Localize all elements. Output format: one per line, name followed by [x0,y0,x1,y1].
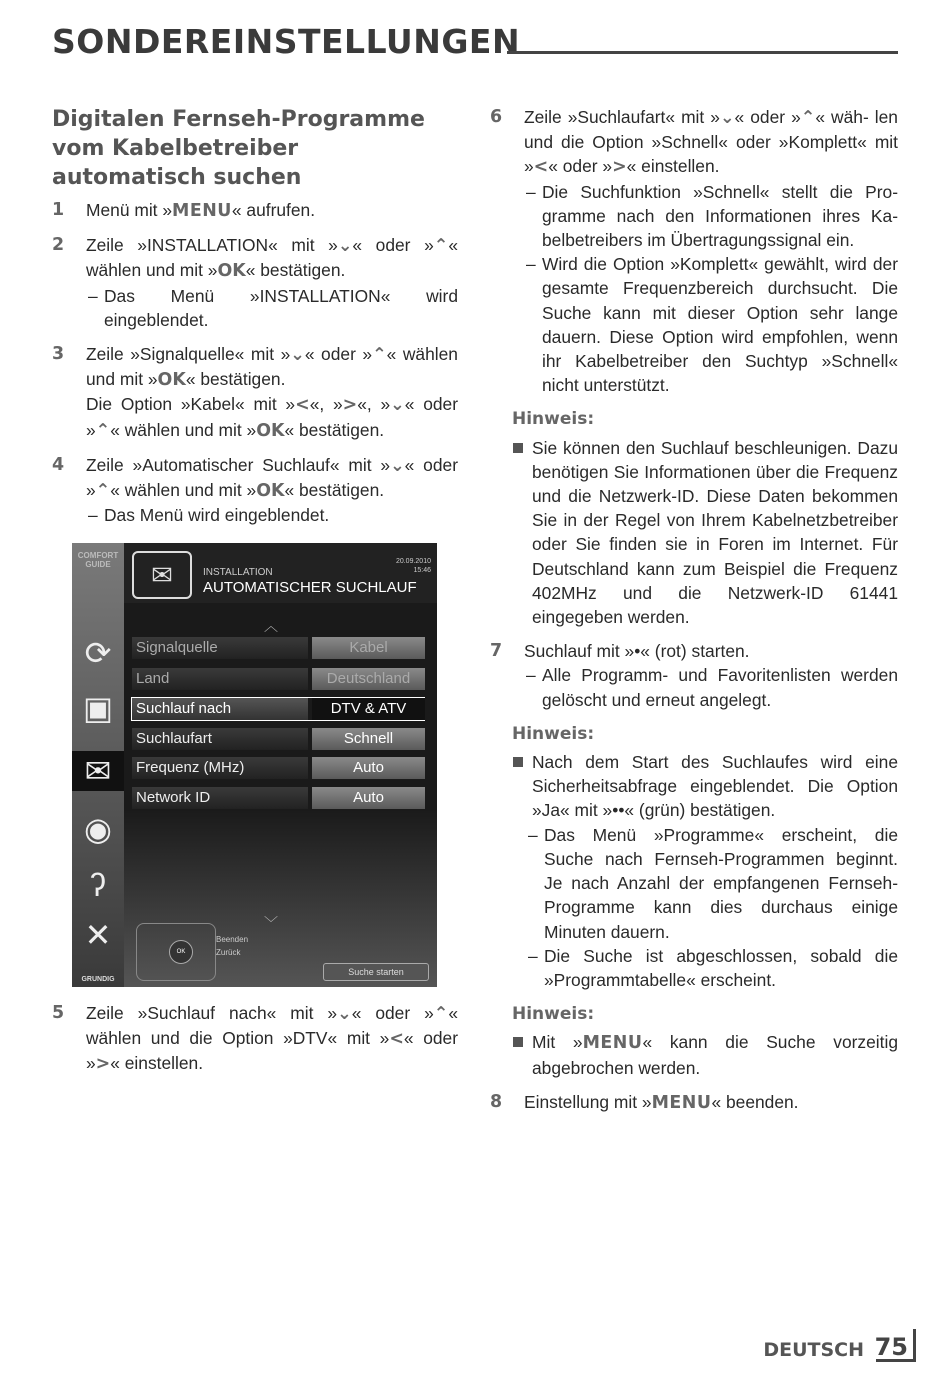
step-number: 8 [490,1091,503,1112]
right-key: > [612,157,627,178]
green-key: •• [612,800,625,821]
page-title: SONDEREINSTELLUNGEN [52,22,521,61]
note-bullet [490,1030,898,1079]
left-key: < [533,157,549,178]
bullet-square-icon [513,757,523,767]
sub-text: Wird die Option »Komplett« gewählt, wird der gesamte Frequenzbereich durchsucht. Die Suche kann mit dieser Option sehr lange dauern. Diese Option wird empfohlen, wenn ihr Kabelbetreiber den Suchtyp »Schnell« nicht unterstützt. [542,254,898,396]
step-text: Zeile »Signalquelle« mit » [86,344,291,365]
tv-menu-screenshot [72,543,437,987]
up-key: ⌃ [433,236,449,257]
installation-icon: ✉ [72,751,124,791]
device-icon: ▣ [82,690,114,726]
exit-hint: Beenden [216,935,249,944]
up-key: ⌃ [800,108,816,128]
dash: – [88,505,98,526]
menu-key: MENU [651,1092,712,1113]
step-text: Zeile »Suchlauf nach« mit » [86,1003,338,1023]
step-text: « bestätigen. [185,369,286,390]
bullet-square-icon [513,443,523,453]
step-text: « wählen und mit » [86,235,458,281]
note-text: Mit » [532,1032,583,1053]
page-header [52,22,898,62]
tools-icon: ✕ [84,917,112,953]
red-key: • [634,641,641,662]
step-text: « bestätigen. [245,260,346,281]
row-label: Signalquelle [132,637,308,659]
row-label: Land [132,668,308,690]
ok-key: OK [256,481,285,502]
step-text: « bestätigen. [284,419,385,440]
step-text: Die Option »Kabel« mit » [86,394,296,415]
ok-key: OK [256,420,285,441]
step-number: 5 [52,1003,65,1023]
menu-path: INSTALLATION [203,567,273,578]
row-label: Suchlauf nach [132,698,308,720]
step-text: « wählen und mit » [86,344,458,390]
step-text: «, » [357,394,391,415]
step-text: Einstellung mit » [524,1091,652,1112]
left-key: < [295,395,310,416]
menu-row-suchlaufart[interactable] [132,728,424,750]
tv-sidebar [72,543,124,987]
dash: – [528,824,538,845]
dash: – [526,254,536,275]
step-2 [52,233,458,332]
sub-text: Das Menü wird eingeblendet. [104,505,330,526]
step-text: « oder » [304,344,373,365]
note-text: Nach dem Start des Suchlaufes wird eine Sicherheitsabfrage eingeblendet. Die Option »Ja« mit » [532,752,898,821]
tv-topbar [124,543,437,603]
down-key: ⌄ [390,395,405,416]
menu-row-network-id[interactable] [132,787,424,809]
time: 15:46 [413,567,431,574]
step-text: « oder » [351,1003,434,1023]
date-time [396,557,431,575]
menu-key: MENU [172,201,232,221]
step-text: « oder » [734,107,801,127]
step-sub [524,252,898,397]
down-key: ⌄ [337,1004,352,1024]
step-number: 7 [490,641,503,662]
right-column [490,105,898,1125]
note-sub [490,823,898,944]
step-8 [490,1090,898,1115]
step-text: « aufrufen. [231,200,316,220]
step-text: Zeile »Suchlaufart« mit » [524,107,720,127]
note-bullet [490,436,898,630]
bullet-square-icon [513,1037,523,1047]
dash: – [526,181,536,202]
step-text: « (rot) starten. [640,641,750,662]
scroll-down-icon[interactable]: ﹀ [264,915,278,931]
step-number: 2 [52,235,65,256]
step-number: 6 [490,107,503,127]
step-text: « oder » [86,394,459,440]
sub-text: Die Suche ist abgeschlossen, sobald die »Programmtabelle« erscheint. [544,945,898,990]
row-value: Auto [312,757,425,779]
dash: – [526,665,536,686]
sub-text: Die Suchfunktion »Schnell« stellt die Programme nach den Informationen ihres Kabelbetreibers im Übertragungssignal ein. [542,181,898,251]
row-label: Suchlaufart [132,728,308,750]
step-3 [52,342,458,443]
step-text: « wählen und mit » [110,419,257,440]
step-6 [490,105,898,397]
footer-rule [913,1329,916,1361]
right-key: > [95,1054,111,1075]
step-number: 1 [52,200,65,220]
back-hint: Zurück [216,948,241,957]
ear-icon: ʔ [90,867,106,903]
step-text: « bestätigen. [284,480,385,501]
footer-language: DEUTSCH [763,1339,864,1361]
page-number: 75 [874,1333,908,1361]
sub-text: Alle Programm- und Favoritenlisten werden gelöscht und erneut angelegt. [542,665,898,710]
tv-main [124,543,437,987]
source-icon: ⟳ [84,635,112,671]
step-sub [86,503,458,527]
note-label: Hinweis: [512,409,595,430]
step-number: 4 [52,454,65,475]
step-text: « einstellen. [626,156,720,177]
down-key: ⌄ [719,108,735,128]
row-value: Deutschland [312,668,425,690]
up-key: ⌃ [95,420,111,441]
note-bullet [490,750,898,823]
step-text: Menü mit » [86,200,173,220]
step-text: « oder » [86,1028,458,1074]
up-key: ⌃ [372,345,387,366]
header-rule [507,51,898,54]
step-text: « wählen und die Option »DTV« mit » [86,1003,458,1049]
menu-row-land[interactable] [132,668,424,690]
date: 20.09.2010 [395,558,431,565]
step-text: « einstellen. [110,1053,204,1074]
down-key: ⌄ [337,236,353,257]
section-title: Digitalen Fernseh-Programme vom Kabelbetreiber automatisch suchen [52,107,425,190]
step-text: « wäh- len und die Option »Schnell« oder »Komplett« mit » [524,107,898,177]
dash: – [528,945,538,966]
row-value: Kabel [312,637,425,659]
brand-logo: GRUNDIG [81,976,115,983]
note-sub [490,944,898,992]
note-label: Hinweis: [512,1004,595,1025]
row-label: Network ID [132,787,308,809]
step-number: 3 [52,344,65,365]
step-text: «, » [309,394,343,415]
row-label: Frequenz (MHz) [132,757,308,779]
menu-key: MENU [582,1033,643,1054]
step-4 [52,453,458,528]
step-sub [524,663,898,711]
menu-row-signalquelle[interactable] [132,637,424,659]
menu-row-suchlauf-nach[interactable] [132,698,424,720]
up-key: ⌃ [95,481,111,502]
step-text: Zeile »INSTALLATION« mit » [86,235,338,256]
step-text: « oder » [352,235,434,256]
step-5 [52,1001,458,1077]
row-value: Schnell [312,728,425,750]
footer-base-rule [876,1359,916,1362]
comfort-guide-label: COMFORT GUIDE [77,551,119,569]
step-text: « beenden. [711,1091,799,1112]
eye-icon: ◉ [84,811,112,847]
step-sub [524,180,898,253]
down-key: ⌄ [390,455,405,476]
step-text: « wählen und mit » [110,480,257,501]
up-key: ⌃ [433,1004,449,1024]
installation-logo-icon: ✉ [132,551,192,599]
note-text: Sie können den Suchlauf beschleunigen. Dazu benötigen Sie Informationen über die Frequenz und die Netzwerk-ID. Diese Daten bekommen Sie in der Regel von Ihrem Kabelnetzbetreiber oder Sie finden sie in Foren im Internet. Für Deutschland kann zum Beispiel die Frequenz 402MHz und die Netzwerk-ID 61441 eingegeben werden. [532,437,898,628]
screen-title: AUTOMATISCHER SUCHLAUF [203,579,417,596]
left-column-bottom [52,1001,458,1087]
scroll-up-icon[interactable]: ︿ [264,618,278,634]
sub-text: Das Menü »Programme« erscheint, die Suche nach Fernseh-Programmen beginnt. Je nach Anzahl der empfangenen Fernseh-Programme kann dies durchaus einige Minuten dauern. [544,824,898,942]
left-column [52,105,458,537]
step-1 [52,198,458,223]
down-key: ⌄ [290,345,305,366]
row-value: Auto [312,787,425,809]
note-label: Hinweis: [512,723,595,744]
menu-row-frequenz[interactable] [132,757,424,779]
right-key: > [342,395,358,416]
ok-key: OK [157,370,186,391]
step-text: « oder » [548,156,613,177]
sub-text: Das Menü »INSTALLATION« wird eingeblendet. [104,285,458,330]
note-text: « kann die Suche vorzeitig abgebrochen werden. [532,1032,898,1078]
dash: – [88,285,98,306]
step-text: Suchlauf mit » [524,641,635,662]
step-text: Zeile »Automatischer Suchlauf« mit » [86,454,391,475]
note-text: « (grün) bestätigen. [624,800,776,821]
step-text: « oder » [86,454,458,501]
start-search-button[interactable]: Suche starten [323,963,429,981]
ok-button[interactable]: OK [169,940,193,964]
left-key: < [389,1029,404,1050]
ok-key: OK [217,261,246,282]
row-value: DTV & ATV [312,698,425,720]
remote-nav-pad [136,923,216,981]
step-7 [490,639,898,712]
step-sub [86,284,458,332]
